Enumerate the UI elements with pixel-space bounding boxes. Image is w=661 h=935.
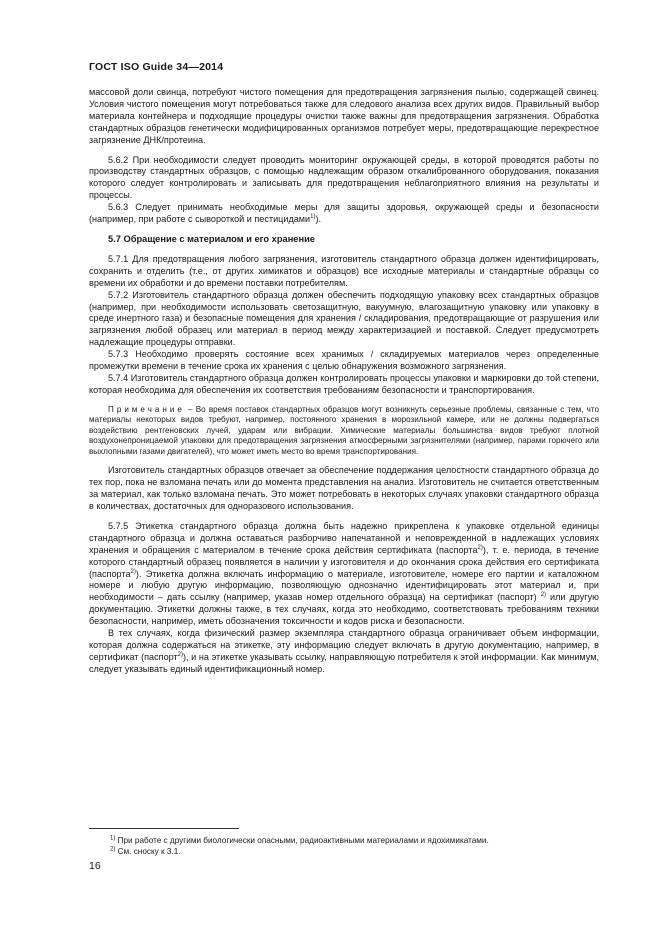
footnote-ref-1: 1) <box>310 214 316 221</box>
paragraph-5-7-5: 5.7.5 Этикетка стандартного образца должна быть надежно прикреплена к упаковке отдельной единицы стандартного образца и должна оставаться разборчиво напечатанной и неповрежденной в надлежащих условиях хранения и обращения с материалом в течение срока действия сертификата (паспорта$^{2)}$), т. е. периода, в течение которого стандартный образец появляется в наличии у изготовителя и до окончания срока действия его сертификата (паспорта$^{2)}$). Этикетка должна включать информацию о материале, изготовителе, номере его партии и каталожном номере и любую другую информацию, позволяющую однозначно идентифицировать этот материал и, при необходимости – дать ссылку (например, указав номер отдельного образца) на сертификат (паспорт) $^{2)}$ или другую документацию. Этикетки должны также, в тех случаях, когда это необходимо, соответствовать требованиям техники безопасности, например, иметь обозначения токсичности и кодов риска и безопасности. <box>89 520 599 627</box>
footnote-ref-2: 2) <box>477 544 483 551</box>
document-header: ГОСТ ISO Guide 34—2014 <box>89 61 224 73</box>
footnote-ref-2: 2) <box>177 651 183 658</box>
footnote-2: $^{2)}$ См. сноску к 3.1. <box>110 846 181 856</box>
page-content <box>89 87 599 676</box>
page-number: 16 <box>89 860 101 872</box>
paragraph-5-7-2: 5.7.2 Изготовитель стандартного образца должен обеспечить подходящую упаковку всех стандартных образцов (например, при необходимости использовать светозащитную, вакуумную, влагозащитную упаковку или упаковку в среде инертного газа) и безопасные помещения для хранения / складирования, предотвращающие от разрушения или загрязнения любой образец или материал в период между характеризацией и поставкой. Следует предусмотреть надлежащие процедуры отправки. <box>89 289 599 348</box>
footnote-ref-2: 2) <box>540 592 547 599</box>
paragraph-5-7-4: 5.7.4 Изготовитель стандартного образца должен контролировать процессы упаковки и маркировки до той степени, которая необходима для обеспечения их соответствия требованиям безопасности и транспортирования. <box>89 372 599 395</box>
section-title-5-7: 5.7 Обращение с материалом и его хранение <box>108 233 315 244</box>
note-paragraph: Примечание – Во время поставок стандартных образцов могут возникнуть серьезные проблемы, связанные с тем, что материалы некоторых видов требуют, например, постоянного хранения в морозильной камере, или не должны подвергаться воздействию рентгеновских лучей, ударам или вибрации. Химические материалы большинства видов требуют плотной воздухонепроницаемой упаковки для предотвращения загрязнения атмосферными загрязнителями (например, парами горючего или выхлопными газами двигателей), что может иметь место во время транспортирования. <box>89 404 599 456</box>
footnote-ref-2: 2) <box>130 568 136 575</box>
footnotes <box>110 835 590 857</box>
footnote-separator <box>89 828 239 829</box>
paragraph-intro: массовой доли свинца, потребуют чистого помещения для предотвращения загрязнения пылью, содержащей свинец. Условия чистого помещения могут потребоваться также для следового анализа всех других видов. Правильный выбор материала контейнера и подходящие процедуры очистки также важны для предотвращения загрязнения. Обработка стандартных образцов генетически модифицированных организмов потребует меры, предотвращающие перекрестное загрязнение ДНК/протеина. <box>89 87 599 145</box>
paragraph-5-6-2: 5.6.2 При необходимости следует проводить мониторинг окружающей среды, в которой проводятся работы по производству стандартных образцов, с помощью надлежащим образом откалиброванного оборудования, показания которого следует контролировать и записывать для предотвращения неблагоприятного влияния на результаты и процессы. <box>89 154 599 201</box>
paragraph-5-7-1: 5.7.1 Для предотвращения любого загрязнения, изготовитель стандартного образца должен идентифицировать, сохранить и отделить (т.е., от других химикатов и образцов) все исходные материалы и стандартные образцы со времени их обработки и до времени поставки потребителям. <box>89 253 599 288</box>
paragraph-manufacturer: Изготовитель стандартных образцов отвечает за обеспечение поддержания целостности стандартного образца до тех пор, пока не взломана печать или до момента представления на анализ. Изготовитель не считается ответственным за материал, как только взломана печать. Это может потребовать в некоторых случаях упаковки стандартного образца в количествах, достаточных для одноразового использования. <box>89 465 599 511</box>
paragraph-5-7-3: 5.7.3 Необходимо проверять состояние всех хранимых / складируемых материалов через определенные промежутки времени в течение срока их хранения с целью обнаружения возможного загрязнения. <box>89 349 599 372</box>
paragraph-label-size: В тех случаях, когда физический размер экземпляра стандартного образца ограничивает объем информации, которая должна содержаться на этикетке, эту информацию следует включать в другую документацию, например, в сертификат (паспорт$^{2)}$), и на этикетке указывать ссылку, направляющую потребителя к этой информации. Как минимум, следует указывать единый идентификационный номер. <box>89 628 599 674</box>
note-label: Примечание <box>108 404 185 414</box>
paragraph-5-6-3: 5.6.3 Следует принимать необходимые меры для защиты здоровья, окружающей среды и безопасности (например, при работе с сывороткой и пестицидами$^{1)}$). <box>89 202 599 225</box>
footnote-1: $^{1)}$ При работе с другими биологически опасными, радиоактивными материалами и ядохимикатами. <box>110 835 489 845</box>
